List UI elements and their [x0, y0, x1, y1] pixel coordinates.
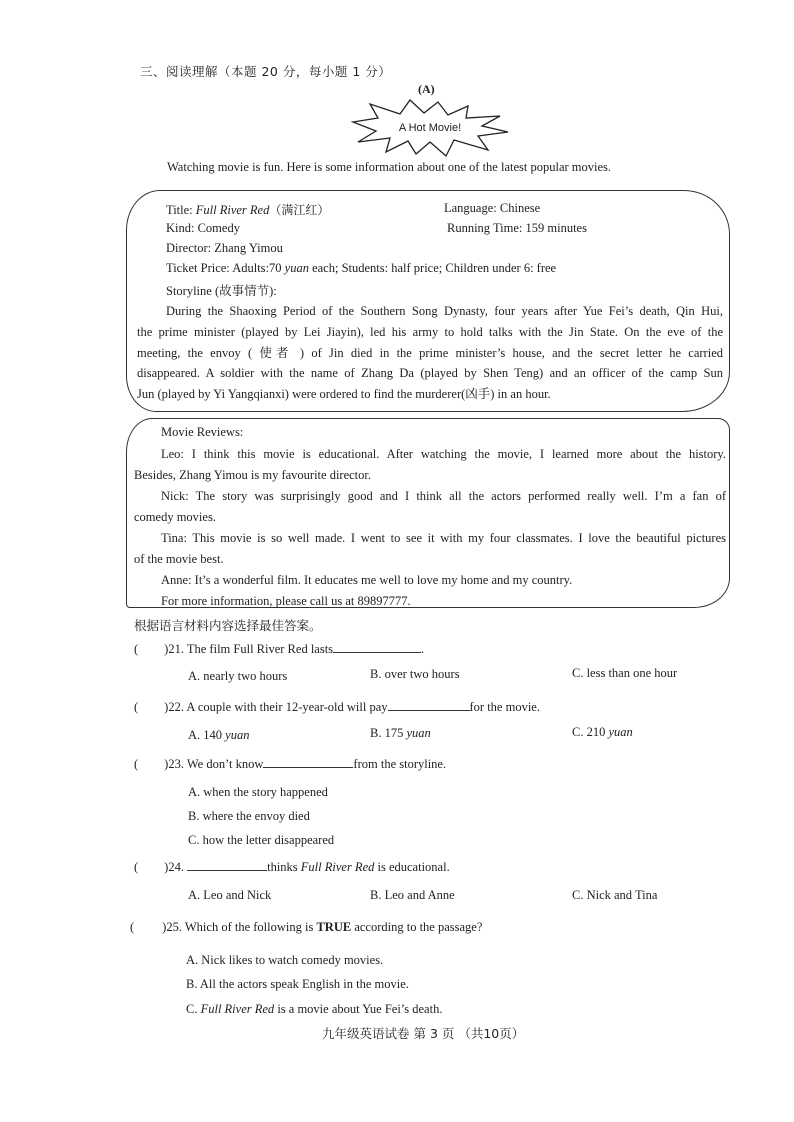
storyline-label: Storyline (故事情节):	[166, 284, 277, 298]
review-line: For more information, please call us at 89897777.	[161, 594, 411, 608]
q24-blank	[187, 858, 267, 871]
page-footer: 九年级英语试卷 第 3 页 （共10页）	[322, 1026, 525, 1041]
q22-number: )22.	[164, 700, 184, 714]
q21-option-c[interactable]: C. less than one hour	[572, 666, 678, 680]
review-line: of the movie best.	[134, 552, 224, 566]
title-value: Full River Red	[195, 203, 270, 217]
movie-director: Director: Zhang Yimou	[166, 241, 283, 255]
storyline-line: meeting, the envoy ( 使者 ) of Jin died in the prime minister’s house, and the secret letter he carried	[137, 345, 723, 360]
movie-ticket-price	[166, 261, 556, 276]
q25-text-b: according to the passage?	[351, 920, 483, 934]
review-line: comedy movies.	[134, 510, 216, 524]
question-21	[134, 640, 424, 657]
q22-b-unit: yuan	[406, 726, 431, 740]
q21-number: )21.	[164, 642, 184, 656]
instruction: 根据语言材料内容选择最佳答案。	[134, 618, 322, 633]
title-cn: （满江红）	[269, 203, 330, 217]
q23-text: We don’t know	[186, 757, 264, 771]
q24-option-b[interactable]: B. Leo and Anne	[370, 888, 455, 902]
title-label: Title:	[166, 203, 196, 217]
review-line: Nick: The story was surprisingly good and I think all the actors performed really well. I’m a fan of	[161, 489, 726, 503]
storyline-line: the prime minister (played by Lei Jiayin), led his army to hold talks with the Jin State. On the eve of the	[137, 324, 723, 339]
movie-kind: Kind: Comedy	[166, 221, 240, 235]
q24-title: Full River Red	[300, 860, 375, 874]
banner-text: A Hot Movie!	[398, 122, 462, 134]
movie-language: Language: Chinese	[444, 201, 541, 215]
q25-bold: TRUE	[316, 920, 352, 934]
q25-number: )25.	[162, 920, 182, 934]
q25-option-a[interactable]: A. Nick likes to watch comedy movies.	[186, 953, 384, 967]
reviews-heading: Movie Reviews:	[161, 425, 244, 439]
q24-mid: thinks	[267, 860, 301, 874]
q22-option-b[interactable]	[370, 726, 431, 741]
q22-blank	[388, 698, 470, 711]
q24-option-a[interactable]: A. Leo and Nick	[188, 888, 272, 902]
q23-option-a[interactable]: A. when the story happened	[188, 785, 328, 799]
q23-number: )23.	[164, 757, 184, 771]
q24-option-c[interactable]: C. Nick and Tina	[572, 888, 658, 902]
q22-text: A couple with their 12-year-old will pay	[186, 700, 388, 714]
q24-end: is educational.	[374, 860, 450, 874]
q24-number: )24.	[164, 860, 184, 874]
storyline-line: disappeared. A soldier with the name of Zhang Da (played by Shen Teng) and an officer of the camp Sun	[137, 366, 723, 381]
q21-text: The film Full River Red lasts	[186, 642, 334, 656]
review-line: Leo: I think this movie is educational. After watching the movie, I learned more about the history.	[161, 447, 726, 461]
question-23	[134, 755, 446, 772]
q22-b-num: B. 175	[370, 726, 407, 740]
q21-option-a[interactable]: A. nearly two hours	[188, 669, 288, 683]
q21-option-b[interactable]: B. over two hours	[370, 667, 460, 681]
question-22	[134, 698, 540, 715]
q22-option-a[interactable]	[188, 728, 249, 743]
q21-end: .	[421, 642, 425, 656]
q22-c-num: C. 210	[572, 725, 609, 739]
q22-paren: (	[134, 700, 139, 714]
storyline-line: Jun (played by Yi Yangqianxi) were ordered to find the murderer(凶手) in an hour.	[137, 387, 551, 402]
review-line: Anne: It’s a wonderful film. It educates me well to love my home and my country.	[161, 573, 573, 587]
movie-running-time: Running Time: 159 minutes	[447, 221, 587, 235]
passage-label: (A)	[418, 82, 435, 96]
ticket-a: Ticket Price: Adults:70	[166, 261, 285, 275]
q25-paren: (	[130, 920, 135, 934]
storyline-paragraph	[137, 301, 723, 405]
q23-option-c[interactable]: C. how the letter disappeared	[188, 833, 335, 847]
movie-title-line	[166, 201, 329, 218]
question-24	[134, 858, 450, 875]
hot-movie-banner	[350, 98, 510, 158]
q21-paren: (	[134, 642, 139, 656]
intro-text: Watching movie is fun. Here is some information about one of the latest popular movies.	[167, 160, 612, 174]
q23-blank	[263, 755, 353, 768]
q22-a-num: A. 140	[188, 728, 226, 742]
ticket-b: each; Students: half price; Children under 6: free	[308, 261, 557, 275]
q22-a-unit: yuan	[225, 728, 250, 742]
section-title: 三、阅读理解（本题 20 分，每小题 1 分）	[140, 64, 392, 79]
q25-text-a: Which of the following is	[184, 920, 317, 934]
q22-c-unit: yuan	[608, 725, 633, 739]
q22-option-c[interactable]	[572, 725, 633, 740]
q25-c-title: Full River Red	[200, 1002, 275, 1016]
q23-paren: (	[134, 757, 139, 771]
q23-end: from the storyline.	[353, 757, 447, 771]
q23-option-b[interactable]: B. where the envoy died	[188, 809, 310, 823]
q22-end: for the movie.	[469, 700, 540, 714]
q25-option-b[interactable]: B. All the actors speak English in the movie.	[186, 977, 409, 991]
q21-blank	[333, 640, 421, 653]
reviews-paragraph	[134, 444, 726, 612]
question-25	[130, 920, 482, 935]
ticket-unit: yuan	[284, 261, 309, 275]
q24-paren: (	[134, 860, 139, 874]
storyline-line: During the Shaoxing Period of the Southern Song Dynasty, four years after Yue Fei’s death, Qin Hui,	[166, 304, 723, 318]
review-line: Tina: This movie is so well made. I went to see it with my four classmates. I love the beautiful pictures	[161, 531, 726, 545]
review-line: Besides, Zhang Yimou is my favourite director.	[134, 468, 371, 482]
q25-option-c[interactable]	[186, 1002, 442, 1017]
q25-c-post: is a movie about Yue Fei’s death.	[274, 1002, 443, 1016]
q25-c-pre: C.	[186, 1002, 201, 1016]
